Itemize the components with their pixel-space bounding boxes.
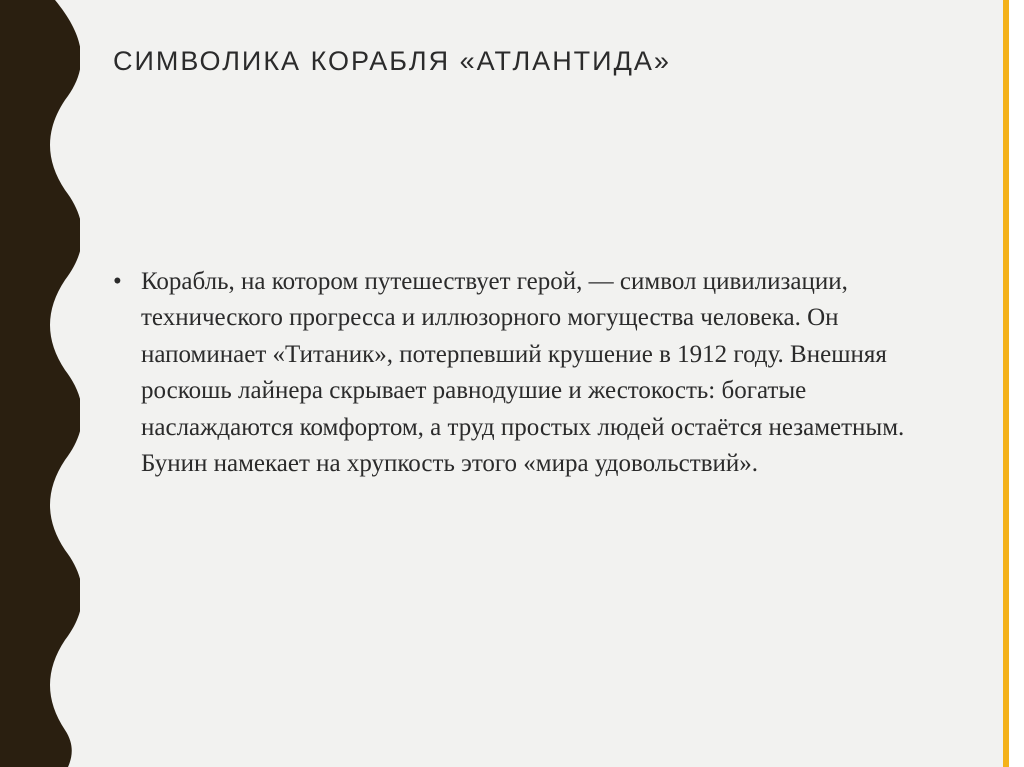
- slide-title: СИМВОЛИКА КОРАБЛЯ «АТЛАНТИДА»: [113, 46, 671, 76]
- wavy-left-border: [0, 0, 80, 767]
- bullet-list: [113, 264, 948, 482]
- bullet-item: [113, 264, 948, 482]
- accent-bar: [1003, 0, 1009, 767]
- bullet-icon: •: [113, 268, 122, 295]
- bullet-text: Корабль, на котором путешествует герой, — символ цивилизации, технического прогресса и иллюзорного могущества человека. Он напоминает «Титаник», потерпевший крушение в 1912 году. Внешняя роскошь лайнера скрывает равнодушие и жестокость: богатые наслаждаются комфортом, а труд простых людей остаётся незаметным. Бунин намекает на хрупкость этого «мира удовольствий».: [141, 268, 905, 478]
